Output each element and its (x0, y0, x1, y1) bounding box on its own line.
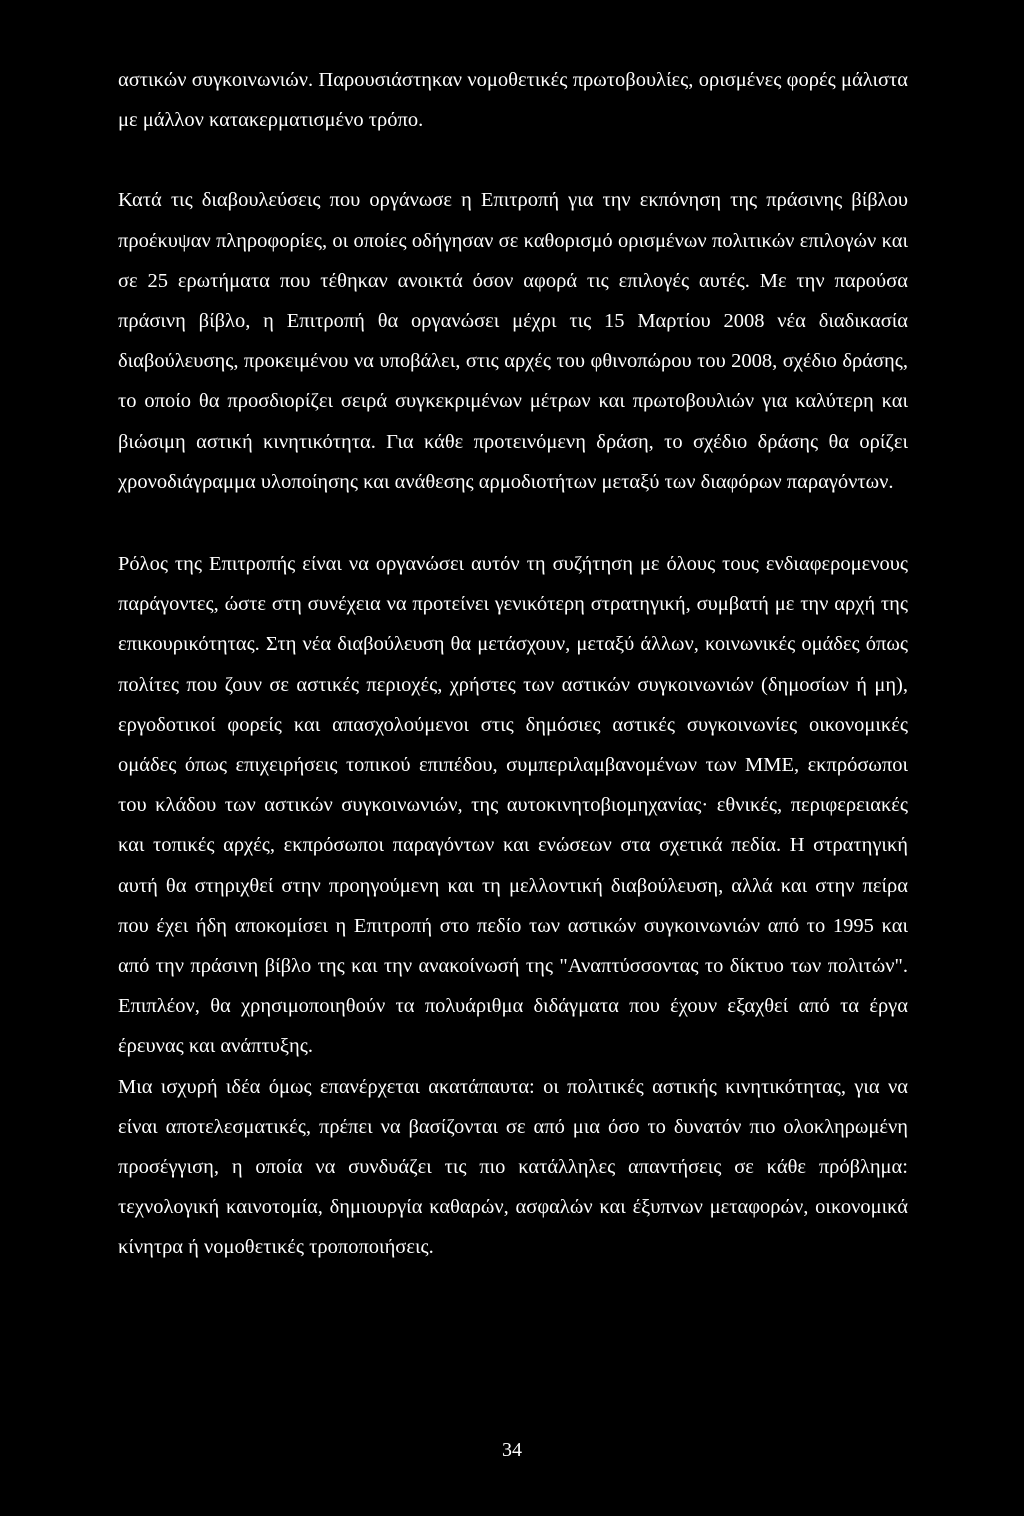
paragraph-4: Μια ισχυρή ιδέα όμως επανέρχεται ακατάπαυτα: οι πολιτικές αστικής κινητικότητας, για να είναι αποτελεσματικές, πρέπει να βασίζονται σε από μια όσο το δυνατόν πιο ολοκληρωμένη προσέγγιση, η οποία να συνδυάζει τις πιο κατάλληλες απαντήσεις σε κάθε πρόβλημα: τεχνολογική καινοτομία, δημιουργία καθαρών, ασφαλών και έξυπνων μεταφορών, οικονομικά κίνητρα ή νομοθετικές τροποποιήσεις. (118, 1075, 908, 1259)
paragraph-2: Κατά τις διαβουλεύσεις που οργάνωσε η Επιτροπή για την εκπόνηση της πράσινης βίβλου προέκυψαν πληροφορίες, οι οποίες οδήγησαν σε καθορισμό ορισμένων πολιτικών επιλογών και σε 25 ερωτήματα που τέθηκαν ανοικτά όσον αφορά τις επιλογές αυτές. Με την παρούσα πράσινη βίβλο, η Επιτροπή θα οργανώσει μέχρι τις 15 Μαρτίου 2008 νέα διαδικασία διαβούλευσης, προκειμένου να υποβάλει, στις αρχές του φθινοπώρου του 2008, σχέδιο δράσης, το οποίο θα προσδιορίζει σειρά συγκεκριμένων μέτρων και πρωτοβουλιών για καλύτερη και βιώσιμη αστική κινητικότητα. Για κάθε προτεινόμενη δράση, το σχέδιο δράσης θα ορίζει χρονοδιάγραμμα υλοποίησης και ανάθεσης αρμοδιοτήτων μεταξύ των διαφόρων παραγόντων. (118, 189, 908, 493)
document-body (118, 60, 908, 1268)
paragraph-3: Ρόλος της Επιτροπής είναι να οργανώσει αυτόν τη συζήτηση με όλους τους ενδιαφερομενους παράγοντες, ώστε στη συνέχεια να προτείνει γενικότερη στρατηγική, συμβατή με την αρχή της επικουρικότητας. Στη νέα διαβούλευση θα μετάσχουν, μεταξύ άλλων, κοινωνικές ομάδες όπως πολίτες που ζουν σε αστικές περιοχές, χρήστες των αστικών συγκοινωνιών (δημοσίων ή μη), εργοδοτικοί φορείς και απασχολούμενοι στις δημόσιες αστικές συγκοινωνίες οικονομικές ομάδες όπως επιχειρήσεις τοπικού επιπέδου, συμπεριλαμβανομένων των ΜΜΕ, εκπρόσωποι του κλάδου των αστικών συγκοινωνιών, της αυτοκινητοβιομηχανίας· εθνικές, περιφερειακές και τοπικές αρχές, εκπρόσωποι παραγόντων και ενώσεων στα σχετικά πεδία. Η στρατηγική αυτή θα στηριχθεί στην προηγούμενη και τη μελλοντική διαβούλευση, αλλά και στην πείρα που έχει ήδη αποκομίσει η Επιτροπή στο πεδίο των αστικών συγκοινωνιών από το 1995 και από την πράσινη βίβλο της και την ανακοίνωσή της "Αναπτύσσοντας το δίκτυο των πολιτών". Επιπλέον, θα χρησιμοποιηθούν τα πολυάριθμα διδάγματα που έχουν εξαχθεί από τα έργα έρευνας και ανάπτυξης. (118, 553, 908, 1058)
page-number: 34 (502, 1439, 522, 1461)
paragraph-1: αστικών συγκοινωνιών. Παρουσιάστηκαν νομοθετικές πρωτοβουλίες, ορισμένες φορές μάλιστα με μάλλον κατακερματισμένο τρόπο. (118, 69, 908, 132)
